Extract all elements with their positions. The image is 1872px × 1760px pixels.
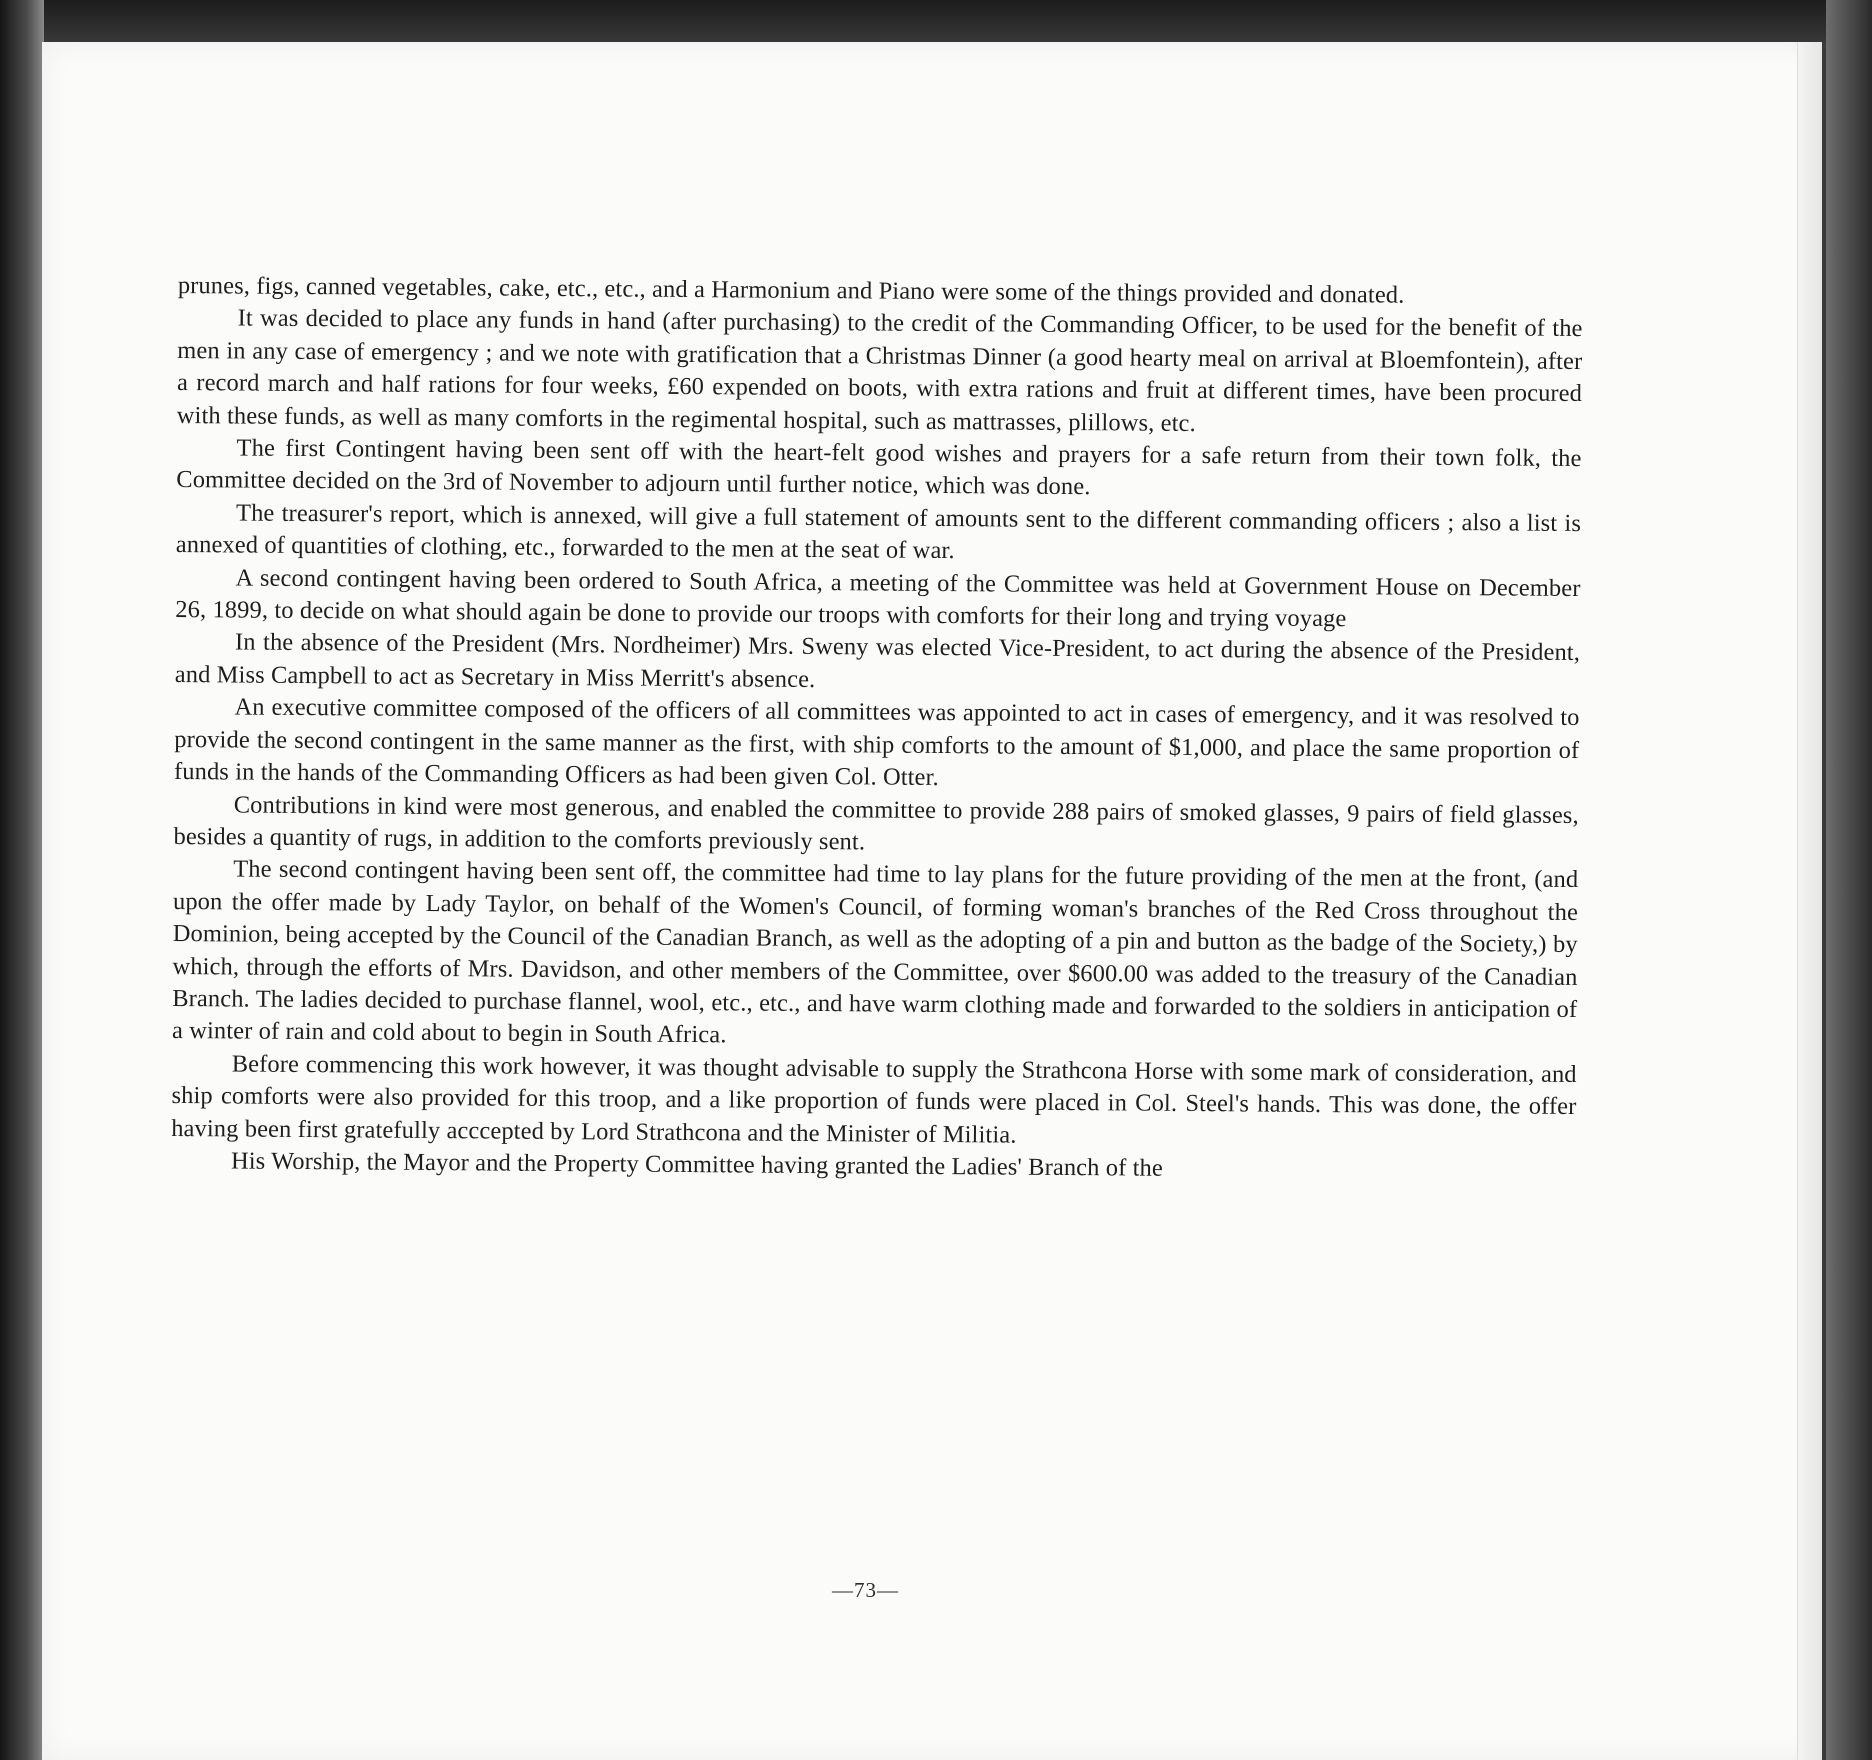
paragraph-continuation: prunes, figs, canned vegetables, cake, etc., etc., and a Harmonium and Piano were some of the things provided and donated. (177, 271, 1405, 309)
paragraph-second-contingent-meeting: A second contingent having been ordered to South Africa, a meeting of the Committee was held at Government House on December 26, 1899, to decide on what should again be done to provide our troops with comforts for their long and trying voyage (175, 564, 1581, 633)
body-text (171, 270, 1583, 1188)
paragraph-funds: It was decided to place any funds in hand (after purchasing) to the credit of the Commanding Officer, to be used for the benefit of the men in any case of emergency ; and we note with gratification that a Christmas Dinner (a good hearty meal on arrival at Bloemfontein), after a record march and half rations for four weeks, £60 expended on boots, with extra rations and fruit at different times, have been procured with these funds, as well as many comforts in the regimental hospital, such as mattrasses, plillows, etc. (176, 304, 1583, 437)
scan-background-left (0, 0, 44, 1760)
paragraph-executive-committee: An executive committee composed of the officers of all committees was appointed to act in cases of emergency, and it was resolved to provide the second contingent in the same manner as the first, with ship comforts to the amount of $1,000, and place the same proportion of funds in the hands of the Commanding Officers as had been given Col. Otter. (173, 693, 1580, 792)
scan-background-top (0, 0, 1872, 48)
paragraph-treasurer-report: The treasurer's report, which is annexed, will give a full statement of amounts sent to the different commanding officers ; also a list is annexed of quantities of clothing, etc., forwarded to the men at the seat of war. (175, 499, 1582, 565)
book-page (42, 42, 1822, 1760)
paragraph-first-contingent: The first Contingent having been sent off with the heart-felt good wishes and prayers for a safe return from their town folk, the Committee decided on the 3rd of November to adjourn until further notice, which was done. (176, 434, 1582, 501)
paragraph-mayor: His Worship, the Mayor and the Property Committee having granted the Ladies' Branch of the (230, 1147, 1164, 1182)
scan-background-right (1826, 0, 1872, 1760)
paragraph-vice-president: In the absence of the President (Mrs. Nordheimer) Mrs. Sweny was elected Vice-President, to act during the absence of the President, and Miss Campbell to act as Secretary in Miss Merritt's absence. (174, 628, 1581, 693)
page-edge (1797, 42, 1822, 1760)
paragraph-contributions: Contributions in kind were most generous, and enabled the committee to provide 288 pairs of smoked glasses, 9 pairs of field glasses, besides a quantity of rugs, in addition to the comforts previously sent. (173, 790, 1579, 856)
paragraph-strathcona-horse: Before commencing this work however, it was thought advisable to supply the Strathcona Horse with some mark of consideration, and ship comforts were also provided for this troop, and a like proportion of funds were placed in Col. Steel's hands. This was done, the offer having been first gratefully acccepted by Lord Strathcona and the Minister of Militia. (171, 1050, 1577, 1149)
page-number: —73— (832, 1578, 899, 1602)
paragraph-future-providing: The second contingent having been sent off, the committee had time to lay plans for the future providing of the men at the front, (and upon the offer made by Lady Taylor, on behalf of the Women's Council, of forming woman's branches of the Red Cross throughout the Dominion, being accepted by the Council of the Canadian Branch, as well as the adopting of a pin and button as the badge of the Society,) by which, through the efforts of Mrs. Davidson, and other members of the Committee, over $600.00 was added to the treasury of the Canadian Branch. The ladies decided to purchase flannel, wool, etc., etc., and have warm clothing made and forwarded to the soldiers in anticipation of a winter of rain and cold about to begin in South Africa. (171, 855, 1579, 1049)
